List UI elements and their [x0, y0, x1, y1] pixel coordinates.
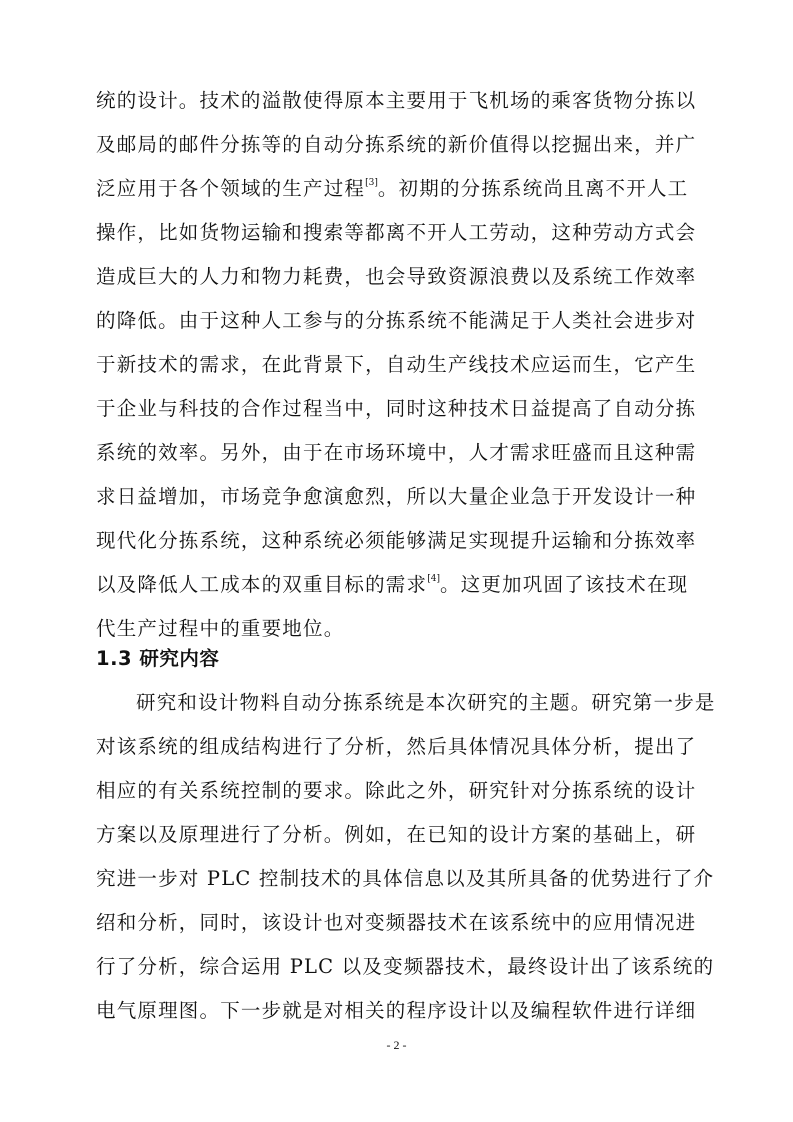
paragraph-line: 绍和分析，同时，该设计也对变频器技术在该系统中的应用情况进: [96, 911, 697, 934]
paragraph-line: 方案以及原理进行了分析。例如，在已知的设计方案的基础上，研: [96, 823, 697, 846]
paragraph-line: 对该系统的组成结构进行了分析，然后具体情况具体分析，提出了: [96, 735, 697, 758]
paragraph-line: 求日益增加，市场竞争愈演愈烈，所以大量企业急于开发设计一种: [96, 485, 697, 508]
paragraph-line-text: 。初期的分拣系统尚且离不开人工: [377, 177, 689, 200]
paragraph-line: 电气原理图。下一步就是对相关的程序设计以及编程软件进行详细: [96, 999, 697, 1022]
paragraph-line-text: 以及降低人工成本的双重目标的需求: [96, 573, 428, 596]
page-number: - 2 -: [386, 1038, 407, 1052]
paragraph-line: 于新技术的需求，在此背景下，自动生产线技术应运而生，它产生: [96, 353, 697, 376]
paragraph-line: 代生产过程中的重要地位。: [96, 617, 345, 640]
paragraph-line: 统的设计。技术的溢散使得原本主要用于飞机场的乘客货物分拣以: [96, 89, 697, 112]
paragraph-line: 的降低。由于这种人工参与的分拣系统不能满足于人类社会进步对: [96, 309, 697, 332]
paragraph-line: 于企业与科技的合作过程当中，同时这种技术日益提高了自动分拣: [96, 397, 697, 420]
paragraph-research-content: [96, 681, 721, 1033]
paragraph-line: 研究和设计物料自动分拣系统是本次研究的主题。研究第一步是: [136, 691, 716, 714]
paragraph-line: [96, 167, 721, 211]
paragraph-line: [96, 563, 721, 607]
paragraph-background: [96, 79, 721, 651]
paragraph-line: 操作，比如货物运输和搜索等都离不开人工劳动，这种劳动方式会: [96, 221, 697, 244]
paragraph-line: 究进一步对 PLC 控制技术的具体信息以及其所具备的优势进行了介: [96, 867, 715, 890]
paragraph-line: 相应的有关系统控制的要求。除此之外，研究针对分拣系统的设计: [96, 779, 697, 802]
paragraph-line: 现代化分拣系统，这种系统必须能够满足实现提升运输和分拣效率: [96, 529, 697, 552]
paragraph-line-text: 泛应用于各个领域的生产过程: [96, 177, 366, 200]
citation-ref: [4]: [427, 574, 440, 584]
paragraph-line: 行了分析，综合运用 PLC 以及变频器技术，最终设计出了该系统的: [96, 955, 715, 978]
paragraph-line: 造成巨大的人力和物力耗费，也会导致资源浪费以及系统工作效率: [96, 265, 697, 288]
citation-ref: [3]: [365, 178, 378, 188]
paragraph-line-text: 。这更加巩固了该技术在现: [439, 573, 689, 596]
section-heading: 1.3 研究内容: [96, 647, 220, 670]
paragraph-line: 系统的效率。另外，由于在市场环境中，人才需求旺盛而且这种需: [96, 441, 697, 464]
paragraph-line: 及邮局的邮件分拣等的自动分拣系统的新价值得以挖掘出来，并广: [96, 133, 697, 156]
